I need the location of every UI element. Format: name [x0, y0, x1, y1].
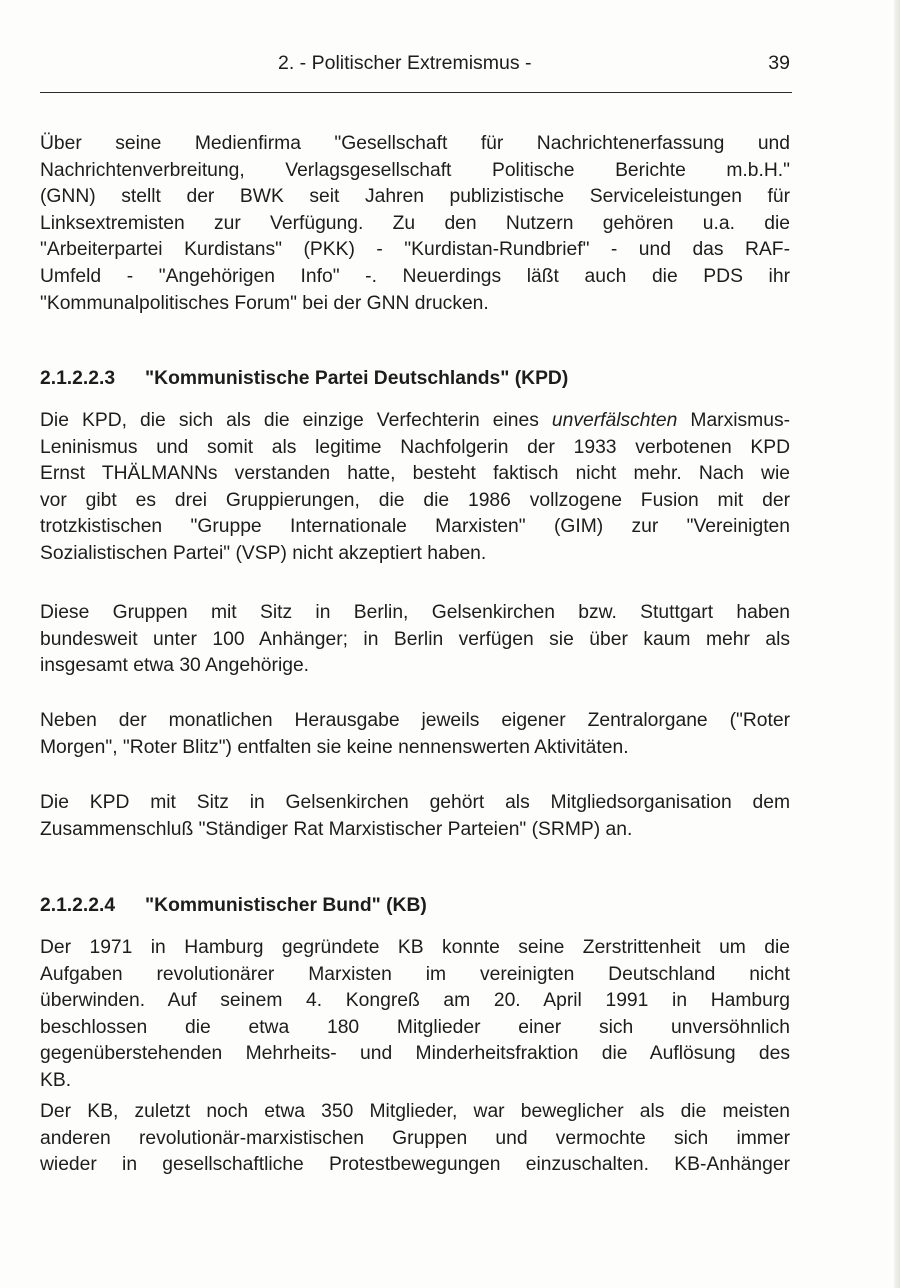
text-line: Morgen", "Roter Blitz") entfalten sie keine nennenswerten Aktivitäten. [40, 736, 629, 758]
kpd-paragraph-3 [40, 708, 790, 761]
text-line: Diese Gruppen mit Sitz in Berlin, Gelsenkirchen bzw. Stuttgart haben [40, 602, 790, 623]
text-line: gegenüberstehenden Mehrheits- und Minderheitsfraktion die Auflösung des [40, 1043, 790, 1065]
text-line [40, 408, 790, 435]
text-line: wieder in gesellschaftliche Protestbewegungen einzuschalten. KB-Anhänger [40, 1154, 790, 1176]
text-line: beschlossen die etwa 180 Mitglieder einer sich unversöhnlich [40, 1016, 790, 1038]
text-line: trotzkistischen "Gruppe Internationale Marxisten" (GIM) zur "Vereinigten [40, 516, 790, 538]
text-line: Aufgaben revolutionärer Marxisten im vereinigten Deutschland nicht [40, 963, 790, 985]
text-line: "Arbeiterpartei Kurdistans" (PKK) - "Kurdistan-Rundbrief" - und das RAF- [40, 239, 790, 261]
section-title: "Kommunistischer Bund" (KB) [145, 895, 427, 916]
text-line: Zusammenschluß "Ständiger Rat Marxistischer Parteien" (SRMP) an. [40, 818, 633, 840]
text-line: Neben der monatlichen Herausgabe jeweils eigener Zentralorgane ("Roter [40, 710, 790, 731]
text-line: Der 1971 in Hamburg gegründete KB konnte seine Zerstrittenheit um die [40, 937, 790, 958]
kb-paragraph-1 [40, 935, 790, 1095]
text-line: anderen revolutionär-marxistischen Gruppen und vermochte sich immer [40, 1127, 790, 1149]
header-rule [40, 92, 792, 93]
section-number: 2.1.2.2.4 [40, 895, 116, 916]
text-line: insgesamt etwa 30 Angehörige. [40, 655, 310, 677]
kpd-paragraph-2 [40, 600, 790, 680]
text-line: Über seine Medienfirma "Gesellschaft für Nachrichtenerfassung und [40, 133, 790, 154]
text-line: Leninismus und somit als legitime Nachfolgerin der 1933 verbotenen KPD [40, 436, 790, 458]
text-line: Linksextremisten zur Verfügung. Zu den Nutzern gehören u.a. die [40, 212, 790, 234]
running-header-title: 2. - Politischer Extremismus - [278, 52, 532, 74]
text-line: vor gibt es drei Gruppierungen, die die 1986 vollzogene Fusion mit der [40, 489, 790, 511]
text-line: Sozialistischen Partei" (VSP) nicht akzeptiert haben. [40, 542, 487, 564]
kb-paragraph-2 [40, 1099, 790, 1179]
text-line: "Kommunalpolitisches Forum" bei der GNN drucken. [40, 292, 489, 314]
section-heading-kpd [40, 368, 568, 390]
text-line: Ernst THÄLMANNs verstanden hatte, besteht faktisch nicht mehr. Nach wie [40, 463, 790, 485]
text-line: KB. [40, 1069, 72, 1091]
page-edge-shadow [894, 0, 900, 1288]
section-heading-kb [40, 895, 427, 917]
kpd-paragraph-1 [40, 408, 790, 568]
page-header [40, 52, 790, 82]
text-line: überwinden. Auf seinem 4. Kongreß am 20. April 1991 in Hamburg [40, 990, 790, 1012]
intro-paragraph [40, 131, 790, 317]
text-span: Marxismus- [690, 410, 791, 431]
text-line: (GNN) stellt der BWK seit Jahren publizistische Serviceleistungen für [40, 186, 790, 208]
text-line: Die KPD mit Sitz in Gelsenkirchen gehört als Mitgliedsorganisation dem [40, 792, 790, 813]
text-line: Umfeld - "Angehörigen Info" -. Neuerdings läßt auch die PDS ihr [40, 265, 790, 287]
section-number: 2.1.2.2.3 [40, 368, 116, 389]
text-line: bundesweit unter 100 Anhänger; in Berlin verfügen sie über kaum mehr als [40, 628, 790, 650]
text-line: Der KB, zuletzt noch etwa 350 Mitglieder, war beweglicher als die meisten [40, 1101, 790, 1122]
text-line: Nachrichtenverbreitung, Verlagsgesellschaft Politische Berichte m.b.H." [40, 159, 790, 181]
text-span: Die KPD, die sich als die einzige Verfechterin eines [40, 410, 539, 431]
kpd-paragraph-4 [40, 790, 790, 843]
emphasis-text: unverfälschten [551, 410, 678, 431]
section-title: "Kommunistische Partei Deutschlands" (KPD) [145, 368, 569, 389]
page-number: 39 [768, 52, 790, 74]
